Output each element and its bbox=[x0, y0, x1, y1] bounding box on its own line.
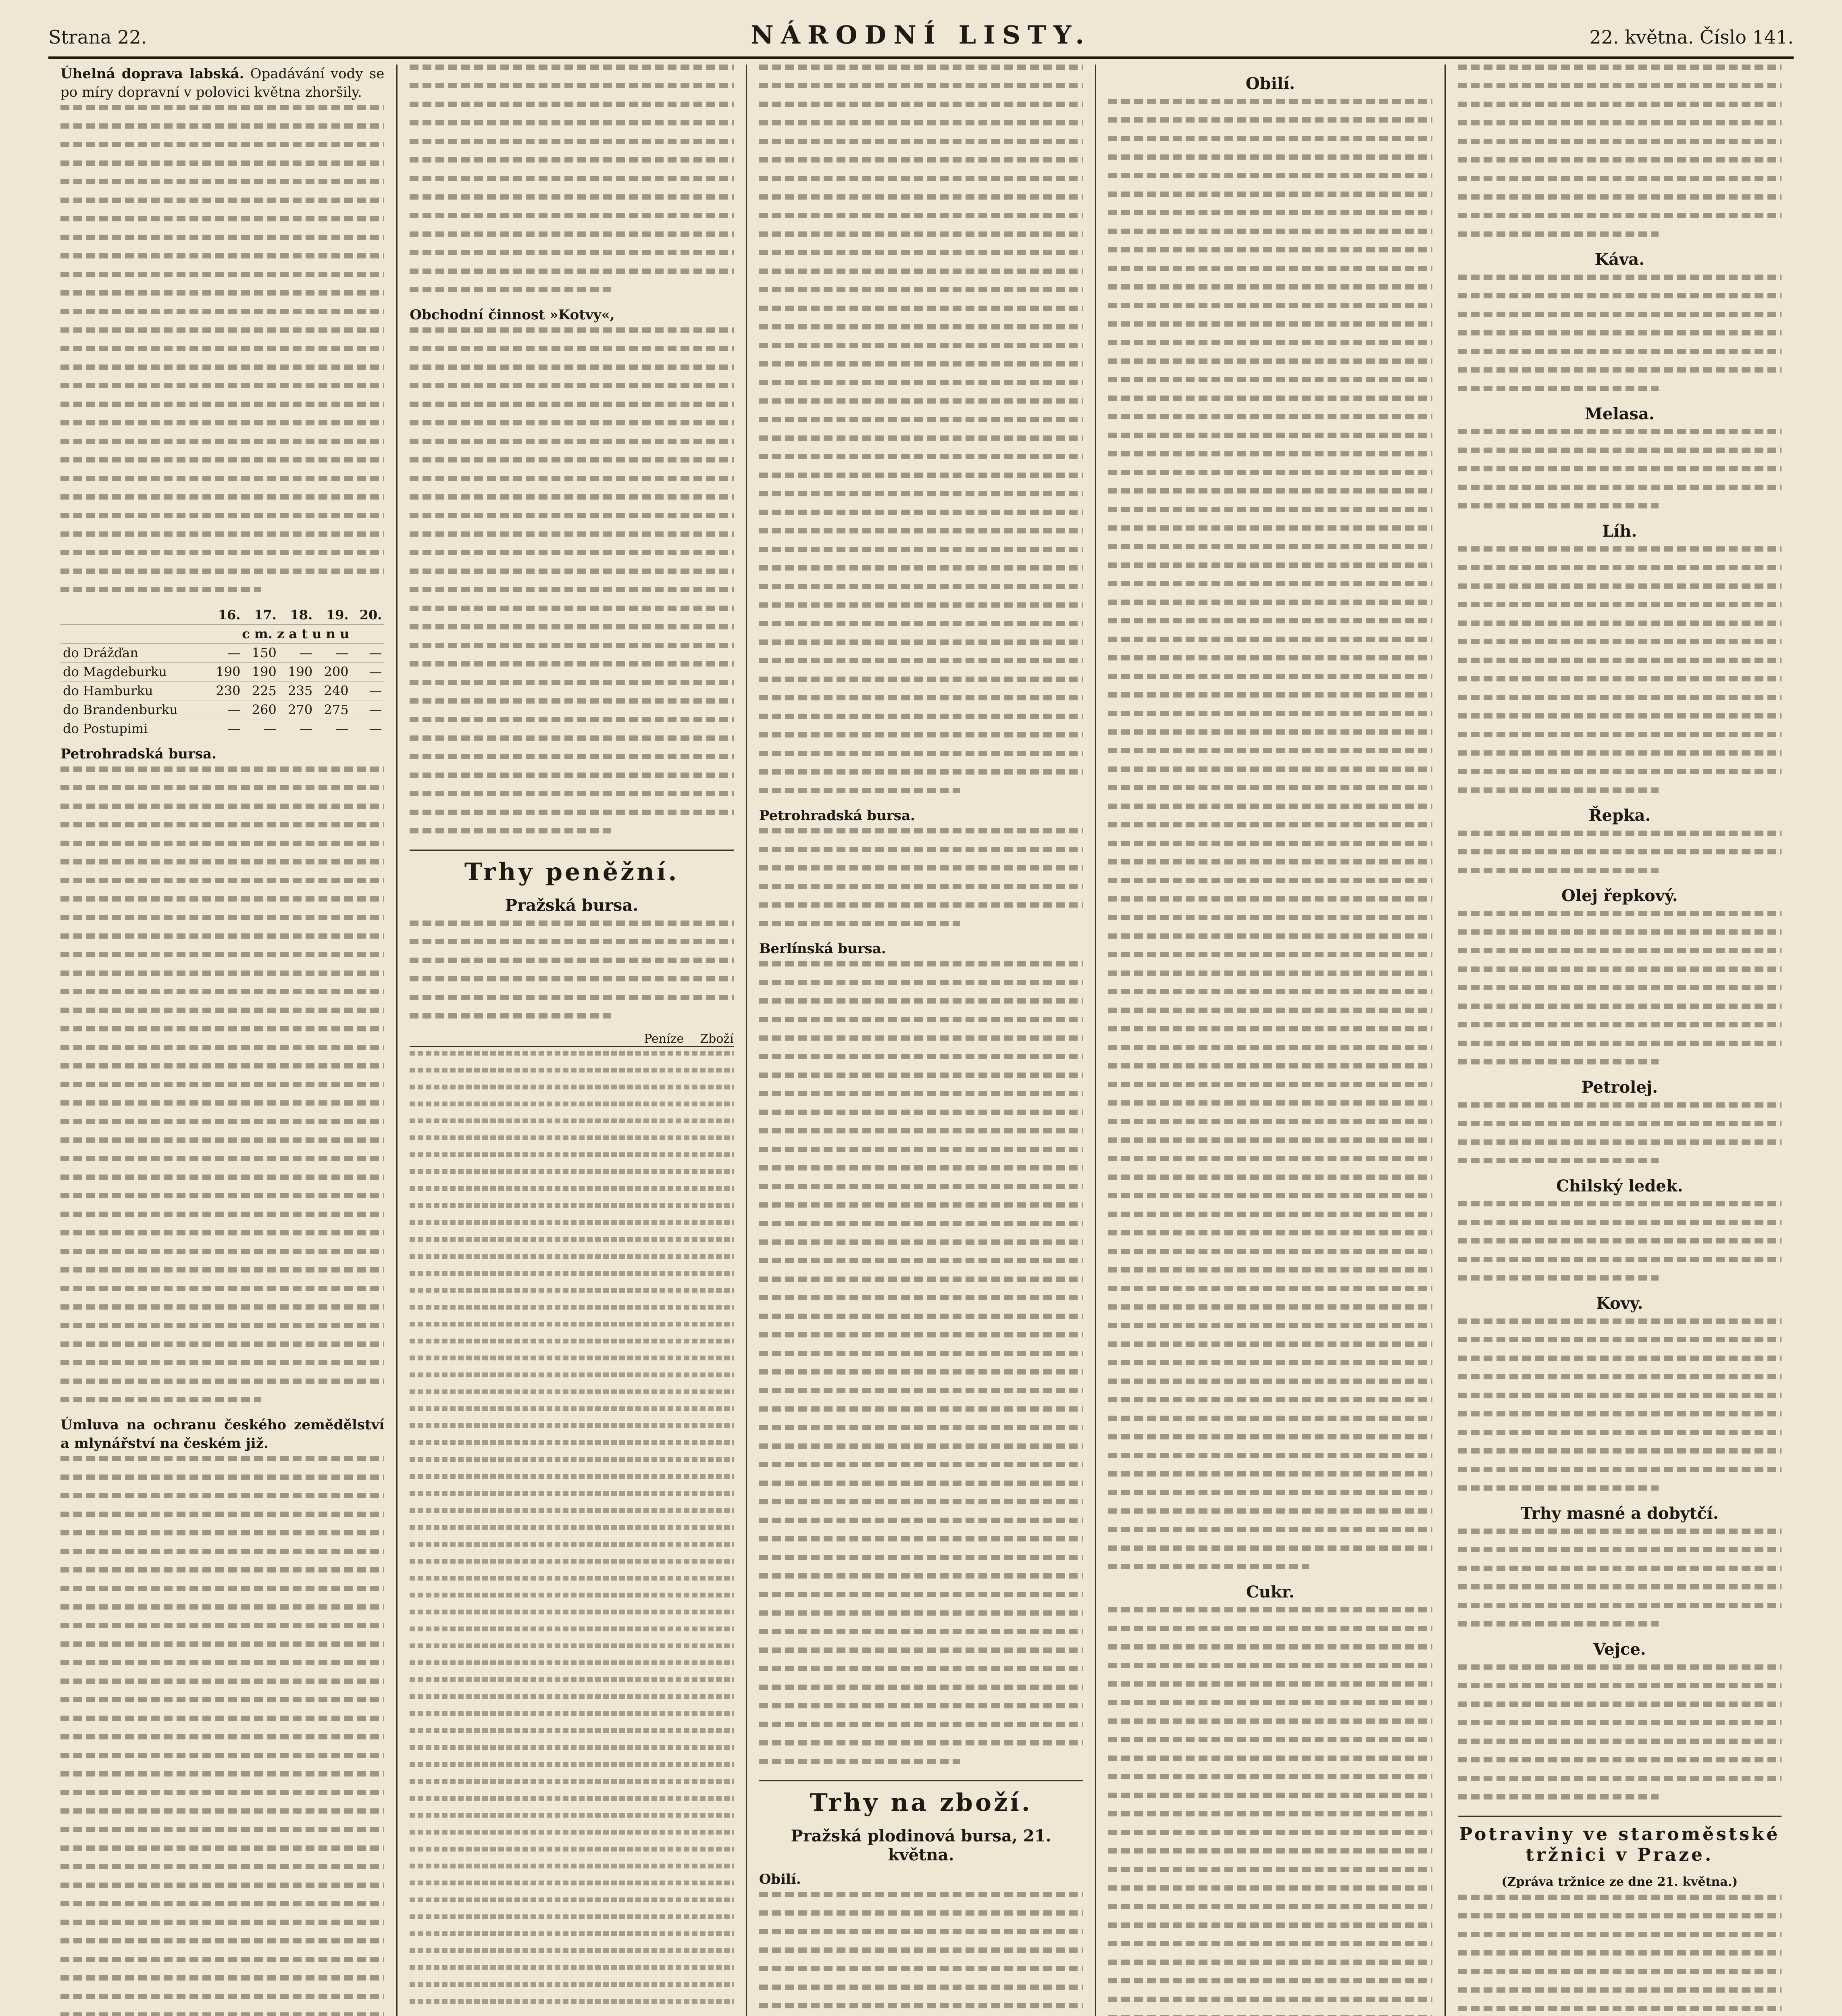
commodity-heading: Olej řepkový. bbox=[1561, 886, 1678, 905]
illegible-text bbox=[1458, 1529, 1782, 1627]
illegible-text bbox=[1458, 275, 1782, 391]
illegible-text bbox=[1458, 1895, 1782, 2016]
commodity-heading: Řepka. bbox=[1588, 806, 1651, 825]
illegible-text bbox=[410, 327, 733, 833]
illegible-text bbox=[410, 65, 733, 292]
illegible-text bbox=[60, 1456, 384, 2016]
sub-title-produce-bourse: Pražská plodinová bursa, 21. května. bbox=[791, 1826, 1051, 1864]
article-berlin-bourse: Berlínská bursa. bbox=[759, 941, 886, 957]
commodity-heading: Vejce. bbox=[1593, 1640, 1646, 1659]
column-1 bbox=[48, 65, 398, 2016]
commodity-heading: Líh. bbox=[1602, 522, 1637, 541]
column-4 bbox=[1096, 65, 1445, 2016]
illegible-text bbox=[759, 828, 1083, 926]
article-lead: Úhelná doprava labská. bbox=[60, 66, 244, 82]
newspaper-title: NÁRODNÍ LISTY. bbox=[751, 20, 1091, 50]
section-title-goods: Trhy na zboží. bbox=[759, 1780, 1083, 1817]
illegible-text bbox=[60, 766, 384, 1402]
commodity-heading: Kovy. bbox=[1596, 1294, 1643, 1313]
sub-title-prague-bourse: Pražská bursa. bbox=[505, 896, 639, 915]
quote-table-illegible bbox=[410, 1051, 733, 2016]
heading-sugar: Cukr. bbox=[1246, 1583, 1295, 1602]
commodity-heading: Petrolej. bbox=[1581, 1078, 1658, 1097]
section-title-money: Trhy peněžní. bbox=[410, 850, 733, 886]
article-petrohrad-bourse: Petrohradská bursa. bbox=[759, 808, 915, 824]
table-unit-row: c m. z a t u n u bbox=[60, 625, 384, 644]
illegible-text bbox=[410, 921, 733, 1018]
article-petrohrad: Petrohradská bursa. bbox=[60, 746, 216, 762]
illegible-text bbox=[1458, 1664, 1782, 1799]
water-level-table bbox=[60, 606, 384, 738]
illegible-text bbox=[1458, 429, 1782, 508]
table-row: do Postupimi — — — — — bbox=[60, 719, 384, 738]
illegible-text bbox=[1458, 1318, 1782, 1491]
commodity-heading: Chilský ledek. bbox=[1556, 1177, 1683, 1195]
article-grain: Obilí. bbox=[759, 1871, 801, 1887]
illegible-text bbox=[1458, 831, 1782, 873]
column-3 bbox=[747, 65, 1096, 2016]
masthead bbox=[48, 20, 1794, 59]
commodity-heading: Káva. bbox=[1594, 250, 1645, 269]
article-text: Opadávání vody se po míry dopravní v polovici května zhoršily. bbox=[60, 66, 385, 100]
market-subheading: (Zpráva tržnice ze dne 21. května.) bbox=[1501, 1875, 1738, 1889]
illegible-text bbox=[759, 1892, 1083, 2016]
illegible-text bbox=[1458, 911, 1782, 1064]
commodity-heading: Trhy masné a dobytčí. bbox=[1520, 1504, 1719, 1523]
table-row: do Hamburku 230 225 235 240 — bbox=[60, 681, 384, 700]
market-heading: Potraviny ve staroměstské tržnici v Praze. bbox=[1458, 1816, 1782, 1865]
table-row: do Brandenburku — 260 270 275 — bbox=[60, 700, 384, 719]
article-umluva: Úmluva na ochranu českého zemědělství a mlynářství na českém již. bbox=[60, 1417, 385, 1452]
illegible-text bbox=[1458, 65, 1782, 237]
article-kotva: Obchodní činnost »Kotvy«, bbox=[410, 307, 615, 323]
illegible-text bbox=[1108, 99, 1432, 1569]
page-columns bbox=[48, 65, 1794, 2016]
article-labe bbox=[60, 65, 384, 102]
issue-label: 22. května. Číslo 141. bbox=[1589, 26, 1794, 48]
table-row: do Magdeburku 190 190 190 200 — bbox=[60, 662, 384, 681]
column-5 bbox=[1446, 65, 1794, 2016]
illegible-text bbox=[759, 65, 1083, 793]
column-2 bbox=[398, 65, 747, 2016]
table-header-row: 16. 17. 18. 19. 20. bbox=[60, 606, 384, 625]
illegible-text bbox=[1458, 546, 1782, 793]
quote-table-header: Peníze Zboží bbox=[410, 1032, 733, 1047]
illegible-text bbox=[1108, 1607, 1432, 2016]
illegible-text bbox=[759, 961, 1083, 1764]
commodity-heading: Melasa. bbox=[1584, 404, 1655, 423]
page-label: Strana 22. bbox=[48, 26, 147, 48]
illegible-text bbox=[1458, 1102, 1782, 1163]
table-row: do Drážďan — 150 — — — bbox=[60, 644, 384, 662]
illegible-text bbox=[1458, 1201, 1782, 1281]
heading-grain: Obilí. bbox=[1245, 74, 1295, 93]
illegible-text bbox=[60, 105, 384, 592]
